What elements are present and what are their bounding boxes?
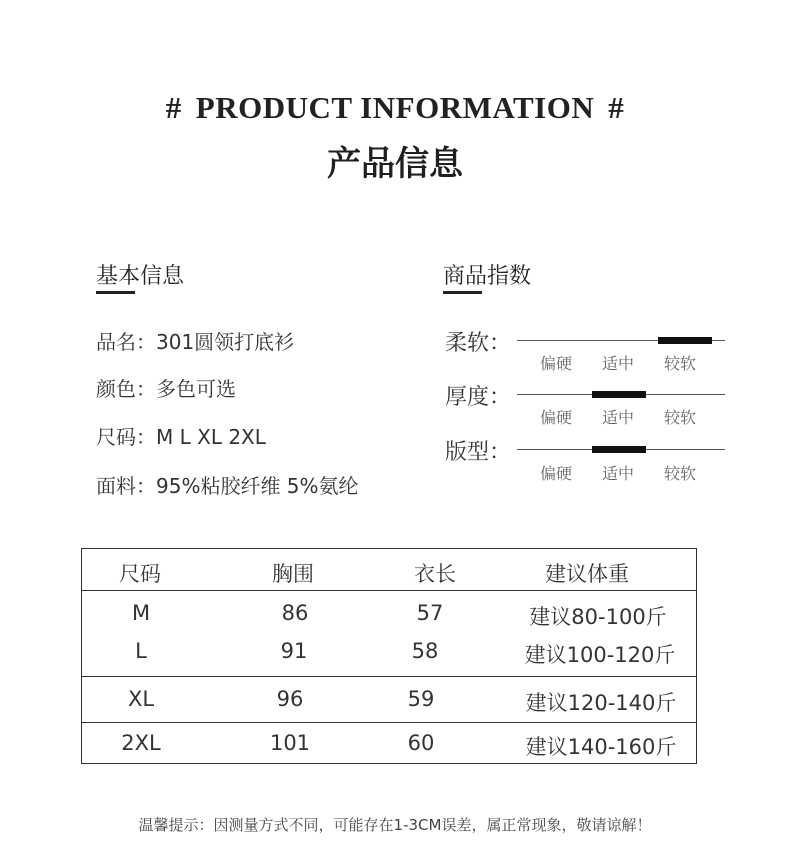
table-cell-size: L — [135, 639, 147, 663]
info-row-size: 尺码：M L XL 2XL — [96, 425, 266, 449]
fit-option-hard: 偏硬 — [540, 464, 573, 483]
table-header-weight: 建议体重 — [545, 562, 629, 586]
softness-option-soft: 较软 — [664, 354, 697, 373]
table-header-chest: 胸围 — [272, 562, 314, 586]
chinese-title — [325, 136, 465, 185]
table-cell-size: M — [131, 601, 151, 625]
footer-note: 温馨提示：因测量方式不同，可能存在1-3CM误差，属正常现象，敬请谅解！ — [138, 816, 652, 834]
thickness-option-hard: 偏硬 — [540, 408, 573, 427]
table-cell-chest: 101 — [269, 731, 311, 755]
table-cell-chest: 91 — [280, 639, 308, 663]
index-label-thickness: 厚度： — [445, 385, 512, 410]
softness-scale-marker — [658, 337, 712, 344]
table-cell-length: 60 — [407, 731, 435, 755]
product-index-heading: 商品指数 — [443, 264, 532, 289]
table-cell-weight: 建议100-120斤 — [524, 643, 676, 667]
size-table — [81, 548, 697, 764]
table-header-size: 尺码 — [119, 562, 161, 586]
table-cell-chest: 96 — [276, 687, 304, 711]
softness-option-hard: 偏硬 — [540, 354, 573, 373]
table-header-divider — [82, 590, 696, 591]
thickness-option-soft: 较软 — [664, 408, 697, 427]
basic-info-underline — [96, 291, 135, 294]
table-cell-weight: 建议140-160斤 — [525, 735, 677, 759]
table-cell-size: XL — [127, 687, 155, 711]
fit-option-soft: 较软 — [664, 464, 697, 483]
table-row-divider — [82, 722, 696, 723]
basic-info-heading: 基本信息 — [96, 264, 185, 289]
table-cell-length: 57 — [416, 601, 444, 625]
english-title-text: PRODUCT INFORMATION — [195, 90, 595, 125]
table-cell-weight: 建议80-100斤 — [529, 605, 667, 629]
chinese-title-text: 产品信息 — [327, 144, 463, 184]
product-index-underline — [443, 291, 482, 294]
chinese-title-wrap — [0, 136, 790, 185]
table-cell-length: 58 — [411, 639, 439, 663]
table-cell-size: 2XL — [121, 731, 161, 755]
softness-option-medium: 适中 — [602, 354, 635, 373]
fit-option-medium: 适中 — [602, 464, 635, 483]
index-label-fit: 版型： — [445, 440, 512, 465]
fit-scale-marker — [592, 446, 646, 453]
info-row-name: 品名：301圆领打底衫 — [96, 330, 295, 354]
english-title — [0, 90, 790, 126]
table-cell-length: 59 — [407, 687, 435, 711]
hash-mark-left: # — [165, 90, 182, 125]
table-cell-chest: 86 — [281, 601, 309, 625]
table-cell-weight: 建议120-140斤 — [525, 691, 677, 715]
hash-mark-right: # — [608, 90, 625, 125]
info-row-fabric: 面料：95%粘胶纤维 5%氨纶 — [96, 474, 359, 498]
thickness-option-medium: 适中 — [602, 408, 635, 427]
info-row-color: 颜色：多色可选 — [96, 377, 236, 401]
table-row-divider — [82, 676, 696, 677]
table-header-length: 衣长 — [414, 562, 456, 586]
index-label-softness: 柔软： — [445, 331, 512, 356]
thickness-scale-marker — [592, 391, 646, 398]
